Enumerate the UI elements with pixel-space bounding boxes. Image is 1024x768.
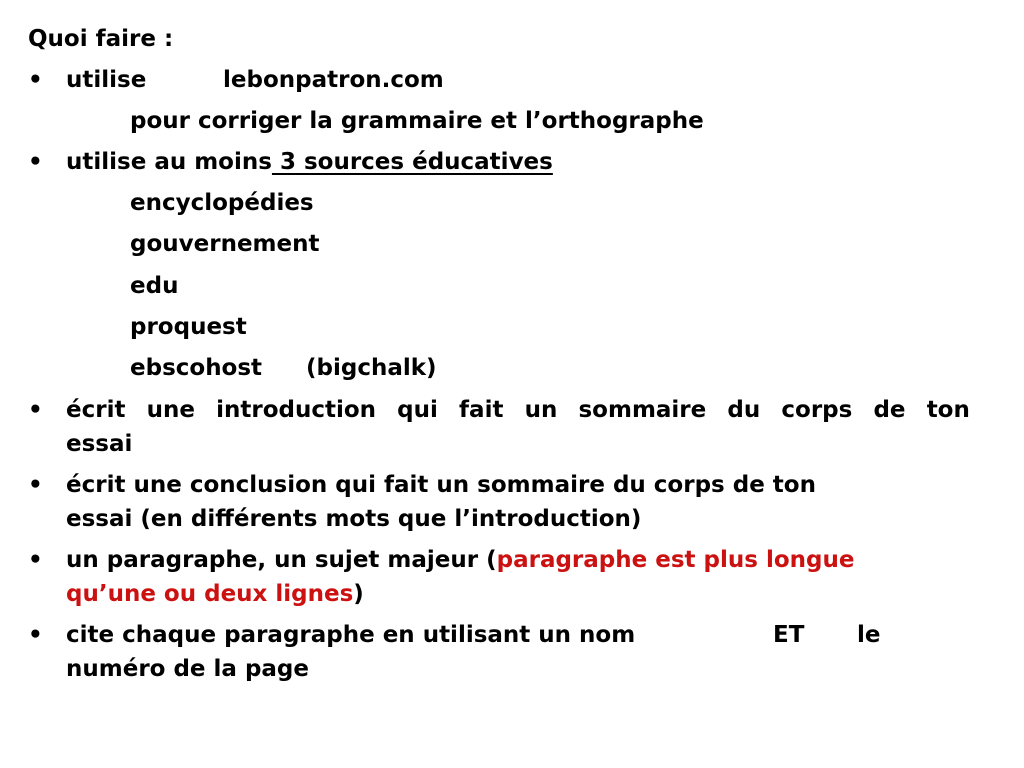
word: sommaire <box>578 397 707 423</box>
bullet-5-red-text-2: qu’une ou deux lignes <box>66 581 354 607</box>
bullet-2-prefix: utilise au moins <box>66 149 272 175</box>
bullet-marker: • <box>28 397 43 423</box>
bullet-4-line-2: essai (en différents mots que l’introduction) <box>66 506 642 532</box>
bullet-marker: • <box>28 67 43 93</box>
source-item: gouvernement <box>130 231 320 257</box>
bullet-6-part-1: cite chaque paragraphe en utilisant un nom <box>66 622 636 648</box>
word: une <box>146 397 195 423</box>
bullet-1-line <box>66 64 146 97</box>
word: écrit <box>66 397 126 423</box>
bullet-6-part-2: ET <box>773 622 805 648</box>
word: corps <box>781 397 853 423</box>
word: de <box>873 397 906 423</box>
word: fait <box>459 397 504 423</box>
bullet-3-line-2: essai <box>66 431 133 457</box>
bullet-5-line-1 <box>66 544 854 577</box>
bullet-2-line <box>66 146 553 179</box>
bullet-1-word: utilise <box>66 67 147 93</box>
bullet-marker: • <box>28 547 43 573</box>
bullet-5-prefix: un paragraphe, un sujet majeur ( <box>66 547 497 573</box>
bullet-2-underlined: 3 sources éducatives <box>271 149 553 175</box>
bullet-3-line-1 <box>66 394 970 427</box>
bullet-5-suffix: ) <box>353 581 364 607</box>
bullet-marker: • <box>28 622 43 648</box>
word: qui <box>397 397 438 423</box>
bullet-1-site: lebonpatron.com <box>223 67 444 93</box>
bullet-6-part-3: le <box>857 622 881 648</box>
source-item: ebscohost <box>130 355 263 381</box>
bullet-4-line-1: écrit une conclusion qui fait un sommaire du corps de ton <box>66 472 816 498</box>
word: ton <box>926 397 970 423</box>
bullet-5-line-2 <box>66 578 364 611</box>
source-note: (bigchalk) <box>306 355 437 381</box>
word: un <box>524 397 558 423</box>
source-item: edu <box>130 273 179 299</box>
bullet-marker: • <box>28 149 43 175</box>
word: du <box>727 397 761 423</box>
bullet-5-red-text: paragraphe est plus longue <box>496 547 855 573</box>
source-item: encyclopédies <box>130 190 314 216</box>
bullet-1-sub: pour corriger la grammaire et l’orthographe <box>130 108 704 134</box>
heading: Quoi faire : <box>28 26 174 52</box>
bullet-6-line-2: numéro de la page <box>66 656 309 682</box>
word: introduction <box>216 397 377 423</box>
source-item: proquest <box>130 314 247 340</box>
bullet-marker: • <box>28 472 43 498</box>
